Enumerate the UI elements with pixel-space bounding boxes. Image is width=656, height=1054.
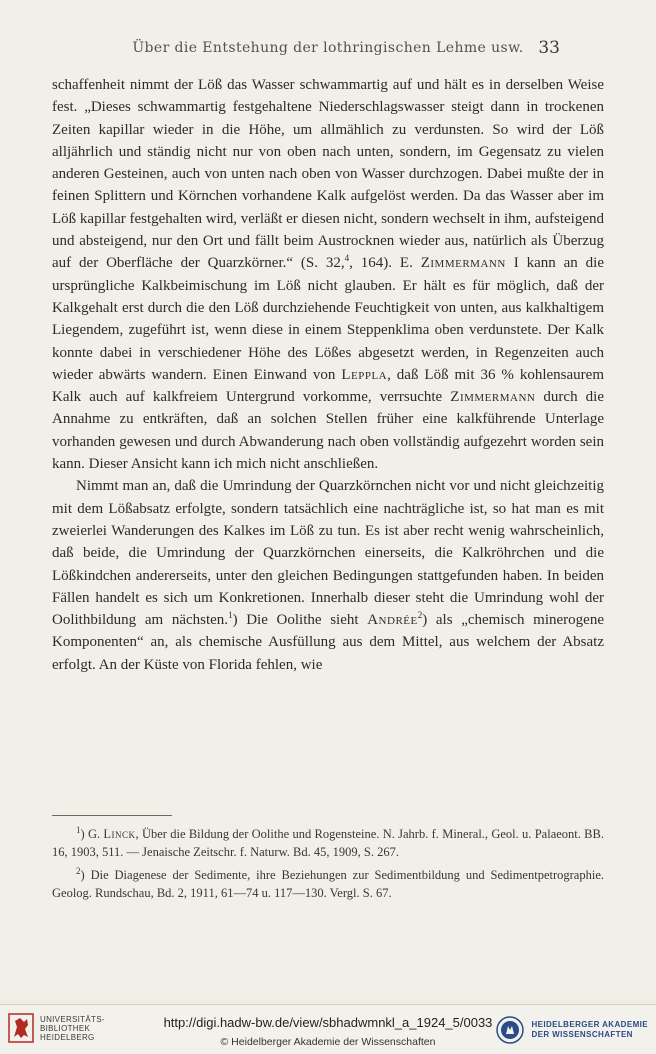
paragraph-1: schaffenheit nimmt der Löß das Wasser schwammartig auf und hält es in derselben Weise fest. „Dieses schwammartig festgehaltene Niederschlagswasser steigt dann in trockenen Zeiten kapillar wieder in die Höhe, um allmählich zu verdunsten. So wird der Löß alljährlich und ständig nicht nur von oben nach unten, sondern, im Gegensatz zu vielen anderen Gesteinen, auch von unten nach oben von Wasser durchzogen. Dabei mußte der in feinen Splittern und Körnchen vorhandene Kalk aufgelöst werden. Da das Wasser aber im Löß kapillar festgehalten wird, verläßt er diesen nicht, sondern wechselt in ihm, aufsteigend und absteigend, nur den Ort und fällt beim Austrocknen wieder aus, natürlich als Überzug auf der Oberfläche der Quarzkörner.“ (S. 32,$^4$, 164). E. Zimmermann I kann an die ursprüngliche Kalkbeimischung im Löß nicht glauben. Er hält es für möglich, daß der Kalkgehalt erst durch die den Löß durchziehende Feuchtigkeit von unten, aus kalkhaltigem Liegendem, zugeführt ist, wenn diese in einem Steppenklima oben verdunstete. Der Kalk konnte dabei in verschiedener Höhe des Lößes abgesetzt werden, in Regenzeiten auch wieder abwärts wandern. Einen Einwand von Leppla, daß Löß mit 36 % kohlensaurem Kalk auch auf kalkfreiem Untergrund vorkomme, verrsuchte Zimmermann durch die Annahme zu entkräften, daß an solchen Stellen früher eine kalkführende Unterlage vorhanden gewesen und durch Abwanderung nach oben vollständig aufgezehrt worden sein kann. Dieser Ansicht kann ich mich nicht anschließen. (52, 77, 604, 473)
copyright-notice: © Heidelberger Akademie der Wissenschaften (220, 1036, 436, 1048)
paragraph-2: Nimmt man an, daß die Umrindung der Quarzkörnchen nicht vor und nicht gleichzeitig mit dem Lößabsatz erfolgte, sondern tatsächlich eine nachträgliche ist, so hat man es mit zweierlei Wanderungen des Kalkes im Löß zu tun. Es ist aber recht wenig wahrscheinlich, daß beide, die Umrindung der Quarzkörnchen einerseits, die Kalkröhrchen und die Lößkindchen andererseits, unter den gleichen Bedingungen stattgefunden haben. In beiden Fällen handelt es sich um Konkretionen. Innerhalb dieser steht die Umrindung wohl der Oolithbildung am nächsten.$^1$) Die Oolithe sieht Andrée$^2$) als „chemisch minerogene Komponenten“ an, als chemische Ausfüllung aus dem Mittel, aus welchem der Absatz erfolgt. An der Küste von Florida fehlen, wie (52, 478, 604, 673)
academy-seal-icon (495, 1015, 525, 1045)
author-name: Zimmermann (420, 255, 506, 272)
running-head: Über die Entstehung der lothringischen Lehme usw. (132, 40, 524, 56)
footnote-ref: 2 (417, 610, 423, 621)
permalink-url[interactable]: http://digi.hadw-bw.de/view/sbhadwmnkl_a_1924_5/0033 (163, 1015, 493, 1030)
footnote-divider (52, 815, 172, 816)
footnotes (52, 826, 604, 908)
academy-name: HEIDELBERGER AKADEMIE DER WISSENSCHAFTEN (531, 1020, 648, 1039)
page-number: 33 (538, 38, 560, 58)
body-text (52, 74, 604, 676)
footnote-ref: 1 (228, 610, 233, 621)
university-library-name: UNIVERSITÄTS- BIBLIOTHEK HEIDELBERG (40, 1014, 105, 1042)
author-name: Andrée (367, 612, 418, 629)
footnote-2: $^2$) Die Diagenese der Sedimente, ihre Beziehungen zur Sedimentbildung und Sedimentpetrographie. Geolog. Rundschau, Bd. 2, 1911, 61—74 u. 117—130. Vergl. S. 67. (52, 866, 604, 900)
viewer-footer (0, 1004, 656, 1054)
academy-logo[interactable] (495, 1015, 648, 1045)
author-name: Zimmermann (450, 389, 536, 406)
author-name: Leppla (341, 366, 388, 383)
footnote-1: $^1$) G. Linck, Über die Bildung der Oolithe und Rogensteine. N. Jahrb. f. Mineral., Geol. u. Palaeont. BB. 16, 1903, 511. — Jenaische Zeitschr. f. Naturw. Bd. 45, 1909, S. 267. (52, 824, 604, 859)
